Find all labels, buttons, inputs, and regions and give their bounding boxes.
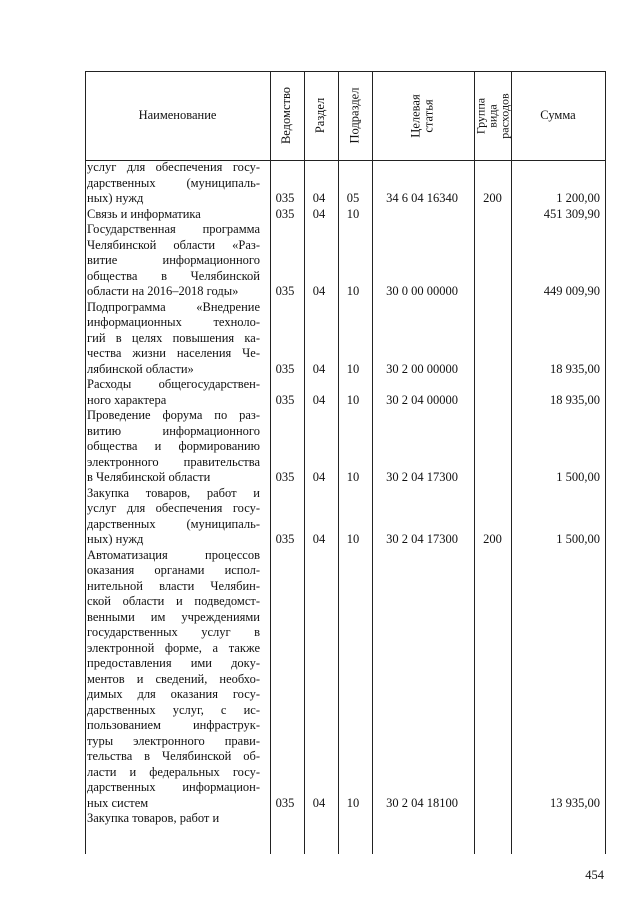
- row-razdel: [302, 377, 336, 408]
- header-vedomstvo-label: Ведомство: [279, 86, 294, 145]
- row-celevaya-statya: [370, 222, 474, 300]
- header-gruppa-line2: расходов: [497, 92, 512, 139]
- table-row: [85, 377, 606, 408]
- row-podrazdel: [336, 222, 370, 300]
- row-gruppa-vida: [474, 377, 511, 408]
- table-row: [85, 222, 606, 300]
- header-celevaya-line1: Целевая: [409, 93, 423, 138]
- row-gruppa-vida: [474, 222, 511, 300]
- header-summa-label: Сумма: [540, 108, 576, 122]
- page-number: 454: [585, 868, 604, 882]
- row-celevaya-statya-value: 30 0 00 00000: [386, 284, 458, 298]
- row-razdel-value: 04: [312, 191, 326, 205]
- row-vedomstvo-value: 035: [275, 284, 295, 298]
- row-gruppa-vida: [474, 300, 511, 378]
- row-vedomstvo: [268, 811, 302, 827]
- row-name: [85, 222, 268, 300]
- row-celevaya-statya: [370, 300, 474, 378]
- row-razdel-value: 04: [312, 532, 326, 546]
- table-row: [85, 548, 606, 812]
- row-name-line: Закупка товаров, работ и: [87, 811, 220, 825]
- table-row: [85, 300, 606, 378]
- row-name-line: Проведение форума по раз-: [87, 408, 260, 422]
- row-summa: [511, 408, 606, 486]
- row-podrazdel-value: 10: [346, 470, 360, 484]
- row-name-line: предоставления ими доку-: [87, 656, 260, 670]
- header-celevaya-statya-label: [410, 94, 436, 137]
- row-vedomstvo: [268, 377, 302, 408]
- row-podrazdel: [336, 811, 370, 827]
- row-vedomstvo-value: 035: [275, 795, 295, 810]
- row-podrazdel: [336, 486, 370, 548]
- row-name-line: общества в Челябинской: [87, 268, 260, 283]
- row-summa: [511, 160, 606, 207]
- row-vedomstvo-value: 035: [275, 470, 295, 484]
- row-name-line: оказания органами испол-: [87, 563, 260, 577]
- table-row: [85, 408, 606, 486]
- row-vedomstvo: [268, 207, 302, 223]
- row-gruppa-vida: [474, 160, 511, 207]
- row-gruppa-vida: [474, 548, 511, 812]
- row-razdel-value: 04: [312, 206, 326, 221]
- row-vedomstvo-value: 035: [275, 206, 295, 221]
- row-summa: [511, 811, 606, 827]
- row-podrazdel-value: 05: [346, 191, 360, 205]
- row-summa-value: 1 500,00: [556, 470, 600, 484]
- header-gruppa-vida-label: [475, 93, 511, 138]
- row-celevaya-statya-value: 30 2 00 00000: [386, 361, 458, 376]
- row-summa: [511, 377, 606, 408]
- row-name-line: Расходы общегосударствен-: [87, 377, 260, 391]
- row-celevaya-statya: [370, 160, 474, 207]
- row-razdel-value: 04: [312, 470, 326, 484]
- row-name-line: ных) нужд: [87, 532, 144, 546]
- row-name-line: области на 2016–2018 годы»: [87, 284, 239, 298]
- row-name-line: ных систем: [87, 795, 149, 810]
- budget-table: [85, 71, 606, 854]
- row-celevaya-statya-value: 34 6 04 16340: [386, 191, 458, 205]
- row-razdel-value: 04: [312, 284, 326, 298]
- row-gruppa-vida-value: 200: [483, 532, 502, 546]
- row-summa: [511, 222, 606, 300]
- header-podrazdel-label: Подраздел: [347, 87, 362, 144]
- row-razdel: [302, 548, 336, 812]
- row-name-line: электронного правительства: [87, 454, 260, 469]
- row-name-line: ской области и подведомст-: [87, 594, 260, 608]
- row-summa-value: 1 500,00: [556, 532, 600, 546]
- row-name-line: ных) нужд: [87, 191, 144, 205]
- row-razdel: [302, 207, 336, 223]
- row-summa-value: 18 935,00: [550, 361, 600, 376]
- row-name-line: димых для оказания госу-: [87, 687, 260, 701]
- row-vedomstvo-value: 035: [275, 361, 295, 376]
- row-vedomstvo-value: 035: [275, 532, 295, 546]
- row-vedomstvo: [268, 486, 302, 548]
- row-razdel: [302, 486, 336, 548]
- row-name-line: нительной власти Челябин-: [87, 578, 260, 593]
- row-razdel-value: 04: [312, 392, 326, 407]
- row-razdel: [302, 300, 336, 378]
- row-podrazdel-value: 10: [346, 532, 360, 546]
- row-name-line: ного характера: [87, 392, 167, 407]
- row-podrazdel: [336, 300, 370, 378]
- row-summa: [511, 548, 606, 812]
- row-name-line: тельства в Челябинской об-: [87, 749, 260, 763]
- row-podrazdel-value: 10: [346, 392, 360, 407]
- row-gruppa-vida: [474, 408, 511, 486]
- row-summa-value: 451 309,90: [543, 206, 600, 221]
- table-row: [85, 811, 606, 827]
- header-razdel-label: Раздел: [313, 97, 328, 134]
- row-podrazdel: [336, 207, 370, 223]
- table-row: [85, 486, 606, 548]
- row-name: [85, 486, 268, 548]
- row-name-line: в Челябинской области: [87, 470, 211, 484]
- row-name: [85, 408, 268, 486]
- row-name-line: дарственных услуг, с ис-: [87, 702, 260, 717]
- row-name-line: Подпрограмма «Внедрение: [87, 299, 260, 314]
- row-name: [85, 207, 268, 223]
- row-name: [85, 300, 268, 378]
- row-gruppa-vida-value: 200: [483, 191, 502, 205]
- row-name-line: ментов и сведений, необхо-: [87, 671, 260, 686]
- row-summa-value: 449 009,90: [543, 284, 600, 298]
- row-name-line: Государственная программа: [87, 222, 260, 236]
- row-vedomstvo-value: 035: [275, 191, 295, 205]
- row-name-line: услуг для обеспечения госу-: [87, 160, 260, 174]
- row-podrazdel: [336, 377, 370, 408]
- row-name-line: туры электронного прави-: [87, 733, 260, 748]
- header-name: [85, 71, 270, 160]
- row-name: [85, 548, 268, 812]
- header-gruppa-line1: Группа вида: [473, 97, 500, 134]
- header-celevaya-statya: [372, 71, 474, 160]
- row-summa: [511, 486, 606, 548]
- row-summa: [511, 300, 606, 378]
- row-podrazdel: [336, 160, 370, 207]
- table-body: [85, 160, 606, 827]
- row-name-line: дарственных (муниципаль-: [87, 175, 260, 190]
- header-razdel: [304, 71, 338, 160]
- row-vedomstvo: [268, 222, 302, 300]
- row-celevaya-statya: [370, 377, 474, 408]
- row-celevaya-statya: [370, 548, 474, 812]
- row-name-line: Автоматизация процессов: [87, 547, 260, 562]
- row-name-line: чества жизни населения Че-: [87, 346, 260, 360]
- row-name-line: Челябинской области «Раз-: [87, 237, 260, 252]
- row-gruppa-vida: [474, 207, 511, 223]
- row-razdel: [302, 160, 336, 207]
- header-celevaya-line2: статья: [422, 98, 436, 133]
- row-celevaya-statya: [370, 408, 474, 486]
- header-podrazdel: [338, 71, 372, 160]
- row-name-line: ласти и федеральных госу-: [87, 764, 260, 779]
- row-name-line: государственных услуг в: [87, 625, 260, 639]
- table-row: [85, 207, 606, 223]
- row-celevaya-statya: [370, 811, 474, 827]
- row-name: [85, 811, 268, 827]
- row-vedomstvo: [268, 548, 302, 812]
- row-summa-value: 18 935,00: [550, 392, 600, 407]
- row-celevaya-statya-value: 30 2 04 17300: [386, 532, 458, 546]
- table-row: [85, 160, 606, 207]
- row-gruppa-vida: [474, 486, 511, 548]
- header-vedomstvo: [270, 71, 304, 160]
- row-razdel: [302, 408, 336, 486]
- row-podrazdel-value: 10: [346, 284, 360, 298]
- row-name-line: пользованием инфраструк-: [87, 718, 260, 732]
- row-name-line: информационных техноло-: [87, 315, 260, 329]
- row-name-line: лябинской области»: [87, 361, 194, 376]
- row-name-line: Закупка товаров, работ и: [87, 485, 260, 500]
- row-name-line: витию информационного: [87, 423, 260, 438]
- row-podrazdel-value: 10: [346, 361, 360, 376]
- row-name-line: дарственных информацион-: [87, 780, 260, 794]
- row-name: [85, 160, 268, 207]
- row-podrazdel: [336, 548, 370, 812]
- row-name-line: венными им учреждениями: [87, 609, 260, 624]
- row-vedomstvo: [268, 160, 302, 207]
- row-gruppa-vida: [474, 811, 511, 827]
- row-podrazdel: [336, 408, 370, 486]
- row-name-line: электронной форме, а также: [87, 640, 260, 655]
- row-name-line: общества и формированию: [87, 439, 260, 453]
- row-name: [85, 377, 268, 408]
- row-name-line: дарственных (муниципаль-: [87, 516, 260, 531]
- row-razdel: [302, 811, 336, 827]
- row-razdel: [302, 222, 336, 300]
- row-celevaya-statya-value: 30 2 04 18100: [386, 795, 458, 810]
- row-celevaya-statya: [370, 207, 474, 223]
- row-name-line: Связь и информатика: [87, 206, 201, 221]
- row-podrazdel-value: 10: [346, 795, 360, 810]
- header-name-label: Наименование: [138, 108, 217, 122]
- row-summa-value: 13 935,00: [550, 795, 600, 810]
- row-vedomstvo: [268, 408, 302, 486]
- row-razdel-value: 04: [312, 361, 326, 376]
- header-gruppa-vida: [474, 71, 511, 160]
- header-summa: [511, 71, 605, 160]
- row-celevaya-statya-value: 30 2 04 00000: [386, 392, 458, 407]
- row-vedomstvo-value: 035: [275, 392, 295, 407]
- row-summa: [511, 207, 606, 223]
- row-razdel-value: 04: [312, 795, 326, 810]
- row-name-line: услуг для обеспечения госу-: [87, 501, 260, 515]
- row-podrazdel-value: 10: [346, 206, 360, 221]
- row-summa-value: 1 200,00: [556, 191, 600, 205]
- row-name-line: гий в целях повышения ка-: [87, 330, 260, 345]
- row-celevaya-statya-value: 30 2 04 17300: [386, 470, 458, 484]
- row-celevaya-statya: [370, 486, 474, 548]
- row-vedomstvo: [268, 300, 302, 378]
- row-name-line: витие информационного: [87, 253, 260, 267]
